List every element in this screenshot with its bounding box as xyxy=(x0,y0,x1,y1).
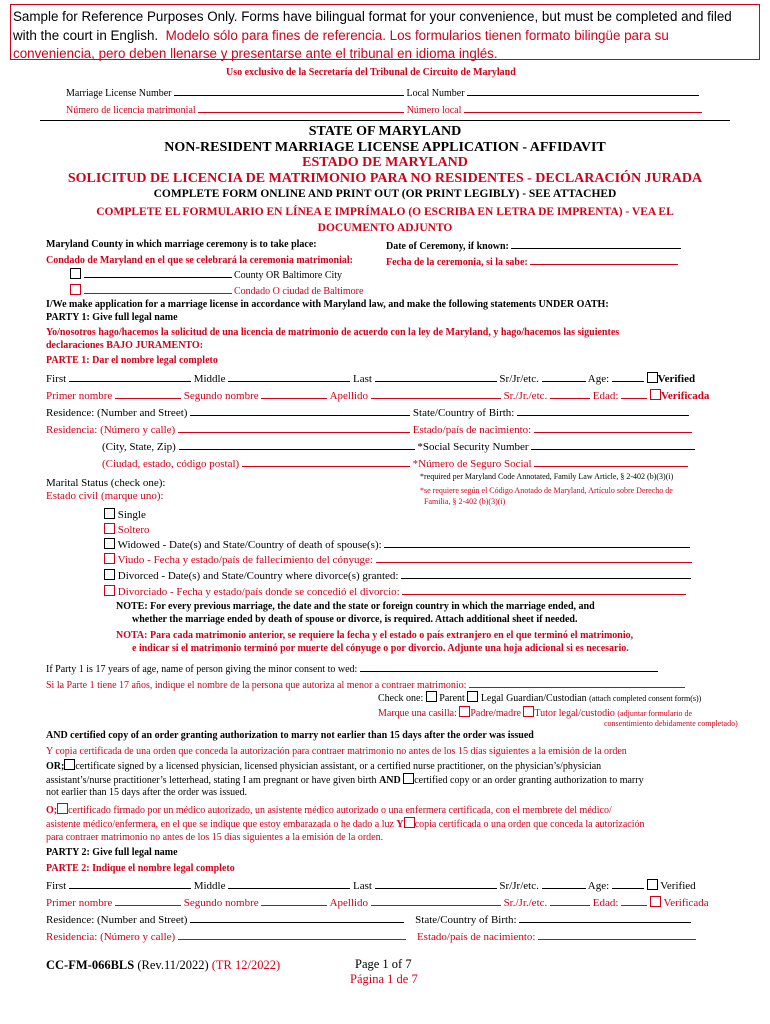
oath-statement: I/We make application for a marriage license in accordance with Maryland law, and make the following statements UNDER OATH: xyxy=(46,299,609,310)
party2-heading-es: PARTE 2: Indique el nombre legal completo xyxy=(46,863,235,874)
ssn-note-es-1: *se requiere según el Código Anotado de Maryland, Artículo sobre Derecho de xyxy=(420,486,673,495)
party1-last-name-field[interactable] xyxy=(375,372,497,382)
party1-middle-name-field[interactable] xyxy=(228,372,350,382)
instructions-es-1: COMPLETE EL FORMULARIO EN LÍNEA E IMPRÍMALO (O ESCRIBA EN LETRA DE IMPRENTA) - VEA EL xyxy=(96,206,674,218)
or-certificate-2: assistant’s/nurse practitioner’s letterhead, stating I am pregnant or have given birth AND certified copy or an order granting authorization to marry xyxy=(46,775,644,786)
local-number-field-es xyxy=(464,103,702,113)
banner-line-1: Sample for Reference Purposes Only. Forms have bilingual format for your convenience, but must be completed and filed xyxy=(13,9,732,24)
ssn-note-es-2: Familia, § 2-402 (b)(3)(i) xyxy=(424,497,506,506)
party1-first-name-field[interactable] xyxy=(69,372,191,382)
city-row: (City, State, Zip) *Social Security Number xyxy=(102,440,695,453)
residence-row-es: Residencia: (Número y calle) Estado/país de nacimiento: xyxy=(46,423,692,436)
party1-suffix-field[interactable] xyxy=(542,372,586,382)
or-certificate-es-2: asistente médico/enfermera, en el que se indique que estoy embarazada o he dado a luz Y copia certificada o una orden que conceda la autorización xyxy=(46,819,645,830)
single-checkbox[interactable] xyxy=(104,508,115,519)
license-number-field[interactable] xyxy=(174,86,404,96)
license-number-field-es xyxy=(198,103,404,113)
guardian-note-es-2: consentimiento debidamente completado) xyxy=(604,719,738,728)
title-state: STATE OF MARYLAND xyxy=(308,124,462,139)
county-option-es: Condado O ciudad de Baltimore xyxy=(70,284,363,297)
clerk-heading: Uso exclusivo de la Secretaría del Tribunal de Circuito de Maryland xyxy=(226,67,516,78)
certified-copy-checkbox[interactable] xyxy=(403,773,414,784)
form-id: CC-FM-066BLS (Rev.11/2022) (TR 12/2022) xyxy=(46,958,281,972)
marital-status-label: Marital Status (check one): xyxy=(46,477,166,489)
banner-line-2: with the court in English. Modelo sólo para fines de referencia. Los formularios tienen formato bilingüe para su xyxy=(13,27,669,43)
minor-consent-field[interactable] xyxy=(360,662,658,672)
ssn-note: *required per Maryland Code Annotated, Family Law Article, § 2-402 (b)(3)(i) xyxy=(420,472,674,481)
title-application-es: SOLICITUD DE LICENCIA DE MATRIMONIO PARA NO RESIDENTES - DECLARACIÓN JURADA xyxy=(67,171,703,186)
banner-line-3: conveniencia, pero deben llenarse y presentarse ante el tribunal en idioma inglés. xyxy=(13,46,498,61)
birth-state-field[interactable] xyxy=(517,406,689,416)
marital-note-es-1: NOTA: Para cada matrimonio anterior, se requiere la fecha y el estado o país extranjero en el que terminó el matrimonio, xyxy=(116,630,634,641)
or-certificate-3: not earlier than 15 days after the order was issued. xyxy=(46,787,248,798)
license-number-label: Marriage License Number xyxy=(66,88,172,99)
title-application: NON-RESIDENT MARRIAGE LICENSE APPLICATION - AFFIDAVIT xyxy=(164,140,606,155)
party2-middle-name-field[interactable] xyxy=(228,879,350,889)
title-state-es: ESTADO DE MARYLAND xyxy=(302,155,468,170)
parent-checkbox[interactable] xyxy=(426,691,437,702)
minor-consent-row-es: Si la Parte 1 tiene 17 años, indique el nombre de la persona que autoriza al menor a contraer matrimonio: xyxy=(46,678,685,691)
divider xyxy=(40,120,730,121)
marital-note-1: NOTE: For every previous marriage, the date and the state or foreign country in which the marriage ended, and xyxy=(116,601,595,612)
party1-heading-es: PARTE 1: Dar el nombre legal completo xyxy=(46,355,218,366)
and-order-en: AND certified copy of an order granting authorization to marry not earlier than 15 days after the order was issued xyxy=(46,730,534,741)
divorced-details-field[interactable] xyxy=(401,569,691,579)
county-option: County OR Baltimore City xyxy=(70,268,342,281)
residence-street-field[interactable] xyxy=(190,406,410,416)
divorced-checkbox[interactable] xyxy=(104,569,115,580)
marital-widowed-es: Viudo - Fecha y estado/país de fallecimiento del cónyuge: xyxy=(104,553,692,566)
party2-first-name-field[interactable] xyxy=(69,879,191,889)
instructions-es-2: DOCUMENTO ADJUNTO xyxy=(317,222,453,234)
marital-divorced-es: Divorciado - Fecha y estado/país donde se concedió el divorcio: xyxy=(104,585,686,598)
and-order-es: Y copia certificada de una orden que conceda la autorización para contraer matrimonio no antes de los 15 días siguientes a la emisión de la orden xyxy=(46,746,627,757)
party1-age-field[interactable] xyxy=(612,372,644,382)
party2-heading: PARTY 2: Give full legal name xyxy=(46,847,178,858)
ceremony-date-label-es: Fecha de la ceremonia, si la sabe: xyxy=(386,255,678,268)
page-number-es: Página 1 de 7 xyxy=(350,972,418,986)
widowed-details-field[interactable] xyxy=(384,538,690,548)
party2-verified-checkbox[interactable] xyxy=(647,879,658,890)
party1-verified-checkbox[interactable] xyxy=(647,372,658,383)
ssn-field[interactable] xyxy=(531,440,695,450)
local-number-label-es: Número local xyxy=(406,105,462,116)
county-label-es: Condado de Maryland en el que se celebrará la ceremonia matrimonial: xyxy=(46,255,354,266)
party2-residence-row: Residence: (Number and Street) State/Country of Birth: xyxy=(46,913,691,926)
marital-note-2: whether the marriage ended by death of spouse or divorce, is required. Attach additional sheet if needed. xyxy=(132,614,578,625)
guardian-checkbox[interactable] xyxy=(467,691,478,702)
ceremony-date-field[interactable] xyxy=(511,239,681,249)
party1-name-row: First Middle Last Sr/Jr/etc. Age: Verified xyxy=(46,373,696,385)
party2-residence-field[interactable] xyxy=(190,913,404,923)
party2-age-field[interactable] xyxy=(612,879,644,889)
marital-single: Single xyxy=(104,508,146,521)
certificate-checkbox[interactable] xyxy=(64,759,75,770)
license-number-row-es xyxy=(66,103,702,116)
reference-banner xyxy=(10,4,760,60)
county-name-field-es xyxy=(84,284,232,294)
license-number-row xyxy=(66,86,699,99)
party2-name-row-es: Primer nombre Segundo nombre Apellido Sr./Jr./etc. Edad: Verificada xyxy=(46,897,709,909)
page-number: Page 1 of 7 xyxy=(355,957,412,971)
minor-check-row: Check one: Parent Legal Guardian/Custodian (attach completed consent form(s)) xyxy=(378,693,702,704)
party2-name-row: First Middle Last Sr/Jr/etc. Age: Verified xyxy=(46,880,696,892)
party1-name-row-es: Primer nombre Segundo nombre Apellido Sr./Jr./etc. Edad: Verificada xyxy=(46,390,710,402)
marital-single-es: Soltero xyxy=(104,523,150,536)
oath-statement-es-2: declaraciones BAJO JURAMENTO: xyxy=(46,340,204,351)
marital-divorced: Divorced - Date(s) and State/Country where divorce(s) granted: xyxy=(104,569,691,582)
residence-row: Residence: (Number and Street) State/Country of Birth: xyxy=(46,406,689,419)
county-checkbox-es xyxy=(70,284,81,295)
minor-check-row-es: Marque una casilla: Padre/madre Tutor legal/custodio (adjuntar formulario de xyxy=(378,708,693,719)
party2-residence-row-es: Residencia: (Número y calle) Estado/país de nacimiento: xyxy=(46,930,696,943)
county-name-field[interactable] xyxy=(84,268,232,278)
party2-last-name-field[interactable] xyxy=(375,879,497,889)
party2-suffix-field[interactable] xyxy=(542,879,586,889)
city-row-es: (Ciudad, estado, código postal) *Número de Seguro Social xyxy=(102,457,688,470)
local-number-field[interactable] xyxy=(467,86,699,96)
local-number-label: Local Number xyxy=(406,88,465,99)
minor-consent-row: If Party 1 is 17 years of age, name of person giving the minor consent to wed: xyxy=(46,662,658,675)
marital-note-es-2: e indicar si el matrimonio terminó por muerte del cónyuge o por divorcio. Adjunte una hoja adicional si es necesario. xyxy=(132,643,629,654)
party1-heading: PARTY 1: Give full legal name xyxy=(46,312,178,323)
instructions: COMPLETE FORM ONLINE AND PRINT OUT (OR PRINT LEGIBLY) - SEE ATTACHED xyxy=(153,188,617,200)
or-certificate-es-1: O; certificado firmado por un médico autorizado, un asistente médico autorizado o una enfermera certificada, con el membrete del médico/ xyxy=(46,805,612,816)
city-state-zip-field[interactable] xyxy=(179,440,415,450)
or-certificate-1: OR; certificate signed by a licensed physician, licensed physician assistant, or a certified nurse practitioner, on the physician’s/physician xyxy=(46,761,602,772)
party2-birth-state-field[interactable] xyxy=(519,913,691,923)
ceremony-date-field-es xyxy=(530,255,678,265)
county-checkbox[interactable] xyxy=(70,268,81,279)
ceremony-date-label: Date of Ceremony, if known: xyxy=(386,239,681,252)
county-label: Maryland County in which marriage ceremony is to take place: xyxy=(46,239,317,250)
marital-status-label-es: Estado civil (marque uno): xyxy=(46,490,164,502)
marital-widowed: Widowed - Date(s) and State/Country of death of spouse(s): xyxy=(104,538,690,551)
oath-statement-es-1: Yo/nosotros hago/hacemos la solicitud de una licencia de matrimonio de acuerdo con la ley de Maryland, y hago/hacemos las siguientes xyxy=(46,327,620,338)
license-number-label-es: Número de licencia matrimonial xyxy=(66,105,196,116)
widowed-checkbox[interactable] xyxy=(104,538,115,549)
or-certificate-es-3: para contraer matrimonio no antes de los 15 días siguientes a la emisión de la orden. xyxy=(46,832,384,843)
